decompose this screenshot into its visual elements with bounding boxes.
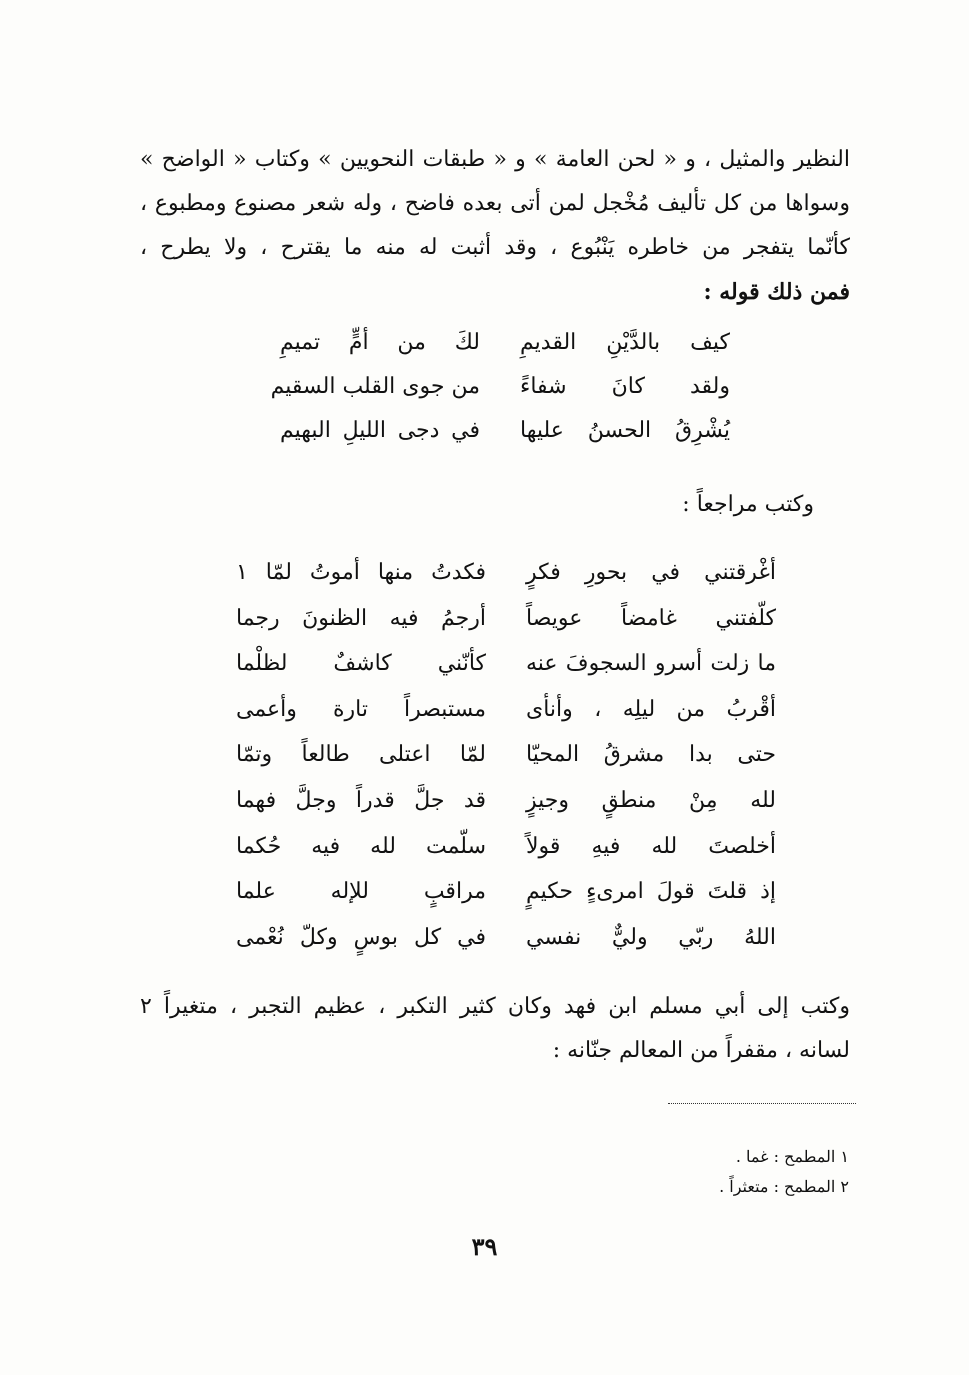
verse-second-hemistich: مستبصراً تارة وأعمى	[236, 696, 486, 722]
verse-first-hemistich: كلّفتني غامضاً عويصاً	[526, 605, 776, 631]
verse-line	[236, 834, 776, 880]
verse-first-hemistich: أقْربُ من ليلِه ، وأنأى	[526, 696, 776, 722]
verse-first-hemistich: إذ قلتَ قولَ امرىءٍ حكيمٍ	[526, 879, 776, 905]
verse-line	[280, 418, 730, 462]
verse-line	[270, 374, 730, 418]
verse-line	[236, 651, 776, 697]
verse-first-hemistich: أخلصتَ لله فيهِ قولاً	[526, 833, 776, 859]
text-line: وكتب إلى أبي مسلم ابن فهد وكان كثير التكبر ، عظيم التجبر ، متغيراً ٢	[140, 994, 850, 1019]
paragraph-letter	[140, 985, 850, 1073]
verse-line	[236, 697, 776, 743]
verse-second-hemistich: مراقبٍ للإله علما	[236, 879, 486, 905]
verse-second-hemistich: لكَ من أمٍّ تميمِ	[280, 330, 480, 355]
verse-line	[236, 925, 776, 971]
text-line: النظير والمثيل ، و « لحن العامة » و « طبقات النحويين » وكتاب « الواضح »	[140, 147, 850, 172]
paragraph-intro	[140, 138, 850, 314]
verse-second-hemistich: لمّا اعتلى طالعاً وتمّا	[236, 742, 486, 768]
page-number: ٣٩	[471, 1232, 498, 1261]
verse-first-hemistich: ولقد كانَ شفاءً	[520, 374, 730, 399]
verse-second-hemistich: في دجى الليلِ البهيم	[280, 418, 480, 443]
verse-first-hemistich: يُشْرِقُ الحسنُ عليها	[520, 418, 730, 443]
footnote-divider	[668, 1103, 856, 1104]
poem-second	[236, 560, 776, 970]
verse-second-hemistich: في كل بوسٍ وكلّ نُعْمى	[236, 924, 486, 950]
verse-first-hemistich: حتى بدا مشرقُ المحيّا	[526, 742, 776, 768]
verse-second-hemistich: سلّمت لله فيه حُكما	[236, 833, 486, 859]
verse-line	[236, 606, 776, 652]
verse-line	[280, 330, 730, 374]
text-line: كأنّما يتفجر من خاطره يَنْبُوع ، وقد أثبت له منه ما يقترح ، ولا يطرح ،	[140, 235, 850, 260]
verse-line	[236, 742, 776, 788]
verse-second-hemistich: من جوى القلب السقيم	[270, 374, 480, 399]
text-line: وسواها من كل تأليف مُخْجل لمن أتى بعده فاضح ، وله شعر مصنوع ومطبوع ،	[140, 191, 850, 216]
verse-second-hemistich: أرجمُ فيه الظنونَ رجما	[236, 605, 486, 631]
verse-line	[236, 560, 776, 606]
verse-first-hemistich: كيف بالدَّيْنِ القديمِ	[520, 330, 730, 355]
text-line: فمن ذلك قوله :	[703, 279, 850, 305]
verse-line	[236, 879, 776, 925]
verse-first-hemistich: اللهُ ربّي وليٌّ نفسي	[526, 924, 776, 950]
footnote: ١ المطمح : غما .	[735, 1147, 849, 1166]
poem-first	[270, 330, 730, 462]
reply-intro: وكتب مراجعاً :	[682, 492, 814, 517]
verse-first-hemistich: ما زلت أسرو السجوفَ عنه	[526, 651, 776, 677]
verse-first-hemistich: لله مِنْ منطقٍ وجيزٍ	[526, 787, 776, 813]
footnote: ٢ المطمح : متعثراً .	[719, 1177, 849, 1196]
verse-second-hemistich: فكدتُ منها أموتُ لمّا ١	[236, 560, 486, 585]
text-line: لسانه ، مقفراً من المعالم جنّانه :	[552, 1038, 850, 1063]
verse-second-hemistich: قد جلَّ قدراً وجلَّ فهما	[236, 787, 486, 813]
verse-first-hemistich: أغْرقتني في بحورِ فكرٍ	[526, 560, 776, 585]
verse-line	[236, 788, 776, 834]
verse-second-hemistich: كأنّني كاشفٌ لظلْما	[236, 651, 486, 677]
footnotes	[719, 1142, 849, 1202]
